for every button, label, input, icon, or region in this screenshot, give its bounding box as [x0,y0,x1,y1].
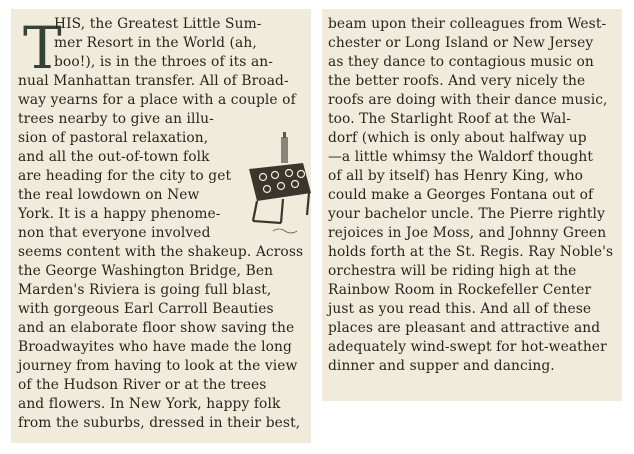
text-line: trees nearby to give an illu- [18,111,214,127]
rooftop-dancers-illustration-icon [243,129,311,239]
text-line: from the suburbs, dressed in their best, [18,415,301,431]
text-line: as they dance to contagious music on [328,54,594,70]
text-line: York. It is a happy phenome- [18,206,221,222]
text-line: your bachelor uncle. The Pierre rightly [328,206,605,222]
text-line: the better roofs. And very nicely the [328,73,586,89]
text-line: and flowers. In New York, happy folk [18,396,281,412]
text-line: of all by itself) has Henry King, who [328,168,584,184]
text-line: beam upon their colleagues from West- [328,16,607,32]
text-line: could make a Georges Fontana out of [328,187,594,203]
text-line: seems content with the shakeup. Across [18,244,304,260]
text-line: Rainbow Room in Rockefeller Center [328,282,592,298]
text-line: way yearns for a place with a couple of [18,92,296,108]
text-line: too. The Starlight Roof at the Wal- [328,111,572,127]
text-line: holds forth at the St. Regis. Ray Noble's [328,244,614,260]
text-line: Broadwayites who have made the long [18,339,292,355]
text-line: non that everyone involved [18,225,211,241]
right-column [322,9,622,401]
drop-cap: T [23,14,62,82]
text-line: the real lowdown on New [18,187,200,203]
left-column [11,9,311,443]
text-line: rejoices in Joe Moss, and Johnny Green [328,225,607,241]
text-line: dinner and supper and dancing. [328,358,555,374]
text-line: places are pleasant and attractive and [328,320,601,336]
text-line: with gorgeous Earl Carroll Beauties [18,301,274,317]
text-line: sion of pastoral relaxation, [18,130,209,146]
text-line: chester or Long Island or New Jersey [328,35,594,51]
text-line: just as you read this. And all of these [328,301,592,317]
text-line: are heading for the city to get [18,168,232,184]
text-line: journey from having to look at the view [18,358,298,374]
text-line: mer Resort in the World (ah, [54,35,257,51]
text-line: and an elaborate floor show saving the [18,320,295,336]
text-line: —a little whimsy the Waldorf thought [328,149,594,165]
text-line: Marden's Riviera is going full blast, [18,282,272,298]
text-line: nual Manhattan transfer. All of Broad- [18,73,289,89]
text-line: the George Washington Bridge, Ben [18,263,274,279]
text-line: orchestra will be riding high at the [328,263,577,279]
text-line: of the Hudson River or at the trees [18,377,267,393]
text-line: adequately wind-swept for hot-weather [328,339,607,355]
text-line: dorf (which is only about halfway up [328,130,587,146]
text-line: boo!), is in the throes of its an- [54,54,274,70]
text-line: and all the out-of-town folk [18,149,210,165]
text-line: HIS, the Greatest Little Sum- [54,16,262,32]
text-line: roofs are doing with their dance music, [328,92,608,108]
